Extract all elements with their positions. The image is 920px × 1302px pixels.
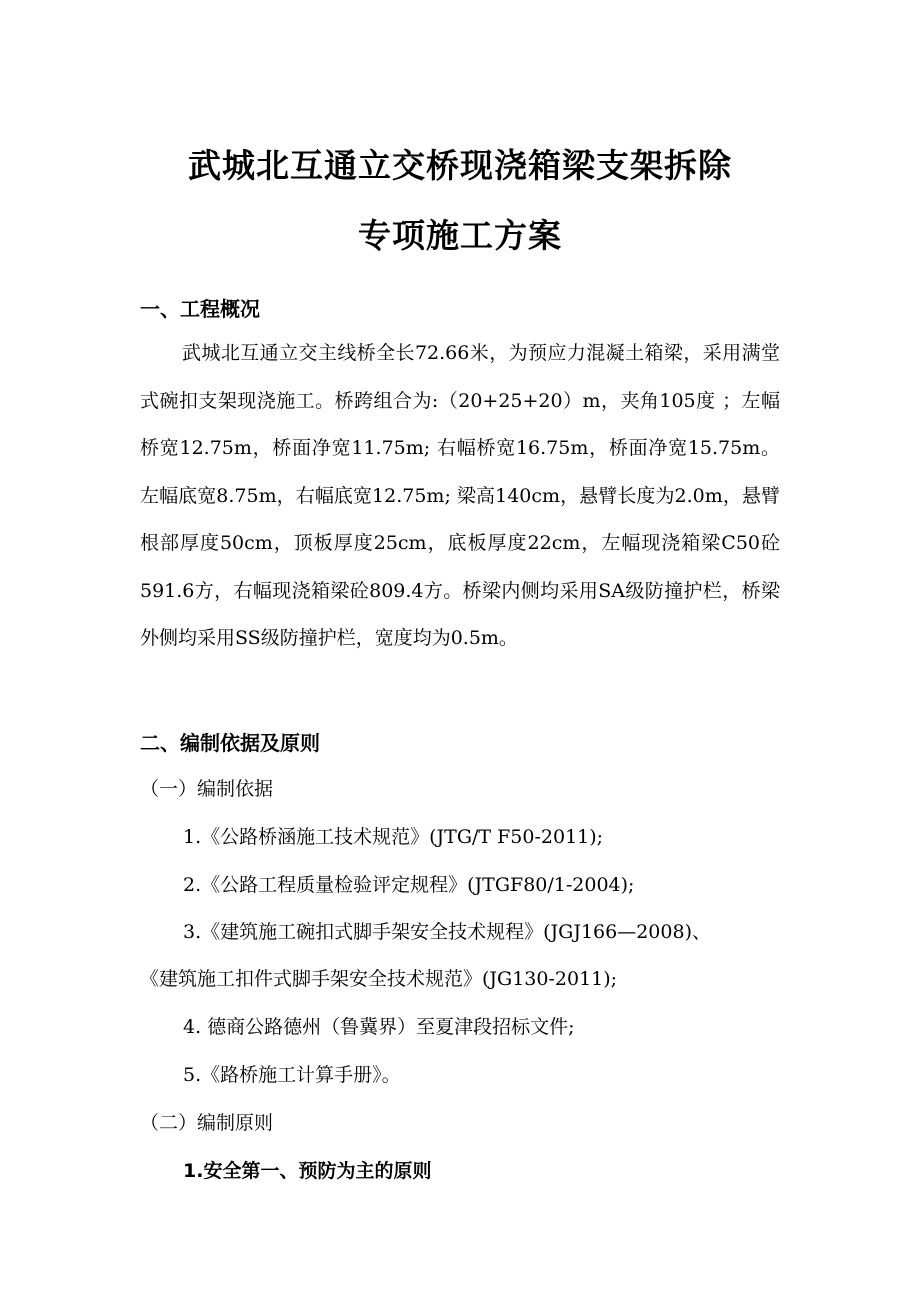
basis-item-3-continued: 《建筑施工扣件式脚手架安全技术规范》(JG130-2011); [140,968,618,990]
basis-item-4: 4. 德商公路德州（鲁冀界）至夏津段招标文件; [183,1016,575,1038]
basis-item-2: 2.《公路工程质量检验评定规程》(JTGF80/1-2004); [183,874,635,896]
document-title-line-2: 专项施工方案 [358,216,562,255]
overview-paragraph: 武城北互通立交主线桥全长72.66米，为预应力混凝土箱梁，采用满堂式碗扣支架现浇施工。桥跨组合为:（20+25+20）m，夹角105度 ；左幅桥宽12.75m，桥面净宽11.75m; 右幅桥宽16.75m，桥面净宽15.75m。左幅底宽8.75m，右幅底宽12.75m; 梁高140cm，悬臂长度为2.0m，悬臂根部厚度50cm，顶板厚度25cm，底板厚度22cm，左幅现浇箱梁C50砼591.6方，右幅现浇箱梁砼809.4方。桥梁内侧均采用SA级防撞护栏，桥梁外侧均采用SS级防撞护栏，宽度均为0.5m。 [140,342,780,649]
document-title-line-1: 武城北互通立交桥现浇箱梁支架拆除 [188,146,732,185]
basis-item-5: 5.《路桥施工计算手册》。 [183,1064,401,1086]
subheading-principles: （二）编制原则 [140,1112,274,1134]
section-heading-overview: 一、工程概况 [140,297,260,321]
basis-item-3: 3.《建筑施工碗扣式脚手架安全技术规程》(JGJ166—2008)、 [183,921,711,943]
basis-item-1: 1.《公路桥涵施工技术规范》(JTG/T F50-2011); [183,826,604,848]
principle-1: 1.安全第一、预防为主的原则 [183,1160,432,1182]
section-heading-basis-principles: 二、编制依据及原则 [140,731,320,755]
subheading-basis: （一）编制依据 [140,778,274,800]
